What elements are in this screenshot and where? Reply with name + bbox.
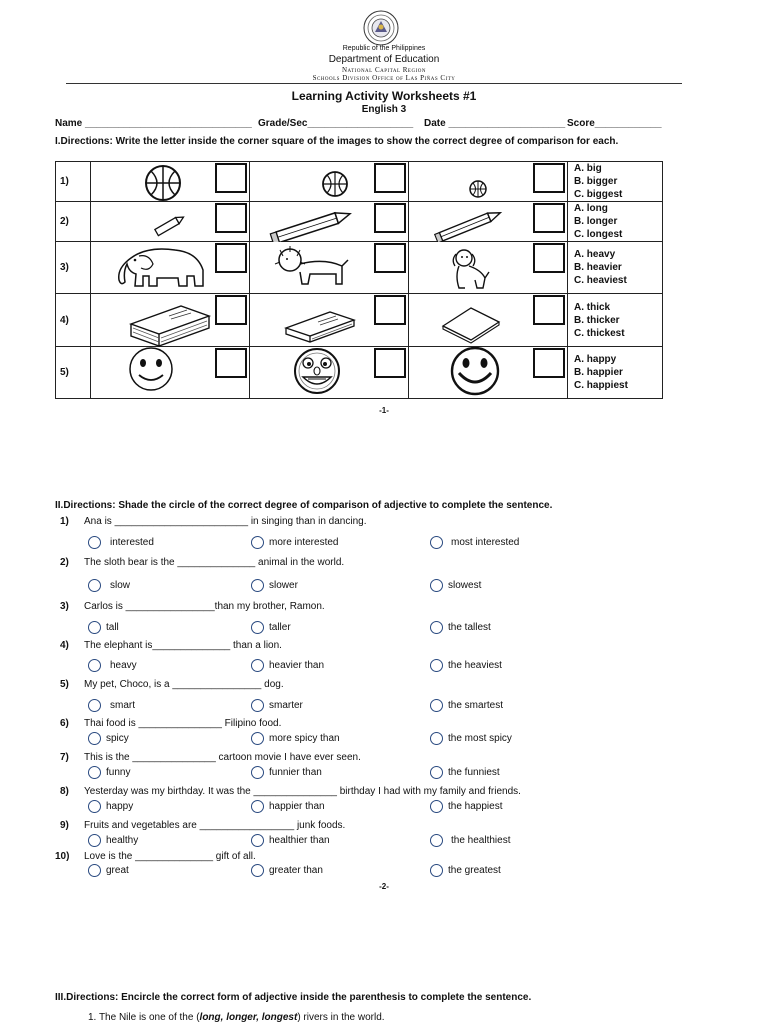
subject-text: English 3 — [361, 104, 407, 115]
option-radio[interactable] — [251, 864, 323, 877]
option-radio[interactable] — [88, 834, 138, 847]
option-b: B. bigger — [574, 176, 618, 187]
row-number: 5) — [56, 347, 91, 399]
option-radio[interactable] — [430, 536, 519, 549]
answer-box[interactable] — [533, 295, 565, 325]
option-radio[interactable] — [88, 699, 135, 712]
question-2 — [60, 557, 69, 568]
question-text: Yesterday was my birthday. It was the _______________ birthday I had with my family and friends. — [84, 786, 521, 797]
name-field[interactable]: Name ______________________________ — [55, 118, 252, 129]
part1-directions: I.Directions: Write the letter inside the corner square of the images to show the correct degree of comparison for each. — [55, 136, 619, 147]
date-field[interactable]: Date _____________________ — [424, 118, 566, 129]
worksheet-title: Learning Activity Worksheets #1 — [291, 89, 477, 103]
option-radio[interactable] — [88, 800, 133, 813]
question-number: 7) — [60, 752, 69, 763]
option-label: the tallest — [448, 622, 491, 634]
option-radio[interactable] — [430, 766, 500, 779]
option-radio[interactable] — [251, 659, 324, 672]
question-number: 5) — [60, 679, 69, 690]
deped-seal-icon — [363, 10, 399, 46]
answer-box[interactable] — [533, 243, 565, 273]
option-label: spicy — [106, 733, 129, 745]
image-cell — [91, 162, 250, 202]
option-a: A. thick — [574, 301, 611, 313]
question-text: This is the _______________ cartoon movie I have ever seen. — [84, 752, 361, 763]
option-label: heavy — [110, 660, 137, 672]
answer-box[interactable] — [215, 163, 247, 193]
option-radio[interactable] — [430, 699, 503, 712]
question-number: 9) — [60, 820, 69, 831]
option-a: A. heavy — [574, 249, 616, 260]
table-row — [56, 202, 663, 242]
answer-box[interactable] — [215, 203, 247, 233]
question-number: 6) — [60, 718, 69, 729]
option-radio[interactable] — [430, 659, 502, 672]
option-radio[interactable] — [88, 659, 137, 672]
question-text: Thai food is _______________ Filipino food. — [84, 718, 282, 729]
option-label: the greatest — [448, 865, 501, 877]
question-10 — [55, 851, 69, 862]
option-label: smarter — [269, 700, 303, 712]
question-5 — [60, 679, 69, 690]
table-row — [56, 347, 663, 399]
radio-circle-icon[interactable] — [430, 732, 443, 745]
radio-circle-icon[interactable] — [88, 699, 101, 712]
option-radio[interactable] — [430, 834, 511, 847]
option-label: heavier than — [269, 660, 325, 672]
options-cell — [568, 242, 663, 294]
item-prefix: 1. The Nile is one of the ( — [88, 1012, 200, 1023]
option-label: taller — [269, 622, 291, 634]
radio-circle-icon[interactable] — [430, 579, 443, 592]
row-number: 3) — [56, 242, 91, 294]
radio-circle-icon[interactable] — [430, 834, 443, 847]
republic-text: Republic of the Philippines — [342, 45, 426, 52]
option-label: slowest — [448, 580, 482, 592]
answer-box[interactable] — [215, 295, 247, 325]
question-text: My pet, Choco, is a ________________ dog. — [84, 679, 284, 690]
table-row — [56, 162, 663, 202]
radio-circle-icon[interactable] — [251, 732, 264, 745]
table-row — [56, 242, 663, 294]
option-label: healthy — [106, 835, 139, 847]
radio-circle-icon[interactable] — [251, 834, 264, 847]
item-suffix: ) rivers in the world. — [297, 1012, 385, 1023]
radio-circle-icon[interactable] — [430, 536, 443, 549]
option-a: A. happy — [574, 354, 617, 365]
radio-circle-icon[interactable] — [430, 659, 443, 672]
page-number: -2- — [379, 882, 389, 891]
option-label: most interested — [451, 537, 520, 549]
option-label: happy — [106, 801, 134, 813]
option-radio[interactable] — [251, 579, 298, 592]
option-c: C. thickest — [574, 327, 625, 339]
question-number: 10) — [55, 851, 70, 862]
option-radio[interactable] — [88, 864, 129, 877]
option-label: more spicy than — [269, 733, 340, 745]
radio-circle-icon[interactable] — [88, 766, 101, 779]
option-label: healthier than — [269, 835, 330, 847]
page-number: -1- — [379, 406, 389, 415]
division-text: Schools Division Office of Las Piñas City — [312, 74, 456, 82]
image-cell — [91, 242, 250, 294]
options-cell — [568, 202, 663, 242]
image-cell — [409, 347, 568, 399]
answer-box[interactable] — [215, 348, 247, 378]
radio-circle-icon[interactable] — [88, 621, 101, 634]
answer-box[interactable] — [374, 203, 406, 233]
option-label: greater than — [269, 865, 323, 877]
option-radio[interactable] — [430, 732, 512, 745]
options-cell — [568, 347, 663, 399]
adjective-choices[interactable]: long, longer, longest — [199, 1012, 298, 1023]
radio-circle-icon[interactable] — [430, 800, 443, 813]
image-cell — [409, 202, 568, 242]
question-number: 1) — [60, 516, 69, 527]
question-7 — [60, 752, 69, 763]
options-cell — [568, 294, 663, 347]
option-radio[interactable] — [430, 800, 503, 813]
option-label: interested — [110, 537, 154, 549]
answer-box[interactable] — [374, 348, 406, 378]
option-b: B. happier — [574, 367, 623, 378]
radio-circle-icon[interactable] — [430, 699, 443, 712]
option-label: happier than — [269, 801, 325, 813]
option-label: the smartest — [448, 700, 504, 712]
comparison-table — [55, 161, 663, 399]
image-cell — [250, 347, 409, 399]
question-text: Ana is ________________________ in singing than in dancing. — [84, 516, 367, 527]
option-b: B. thicker — [574, 314, 620, 326]
option-radio[interactable] — [88, 579, 130, 592]
option-radio[interactable] — [251, 699, 303, 712]
table-row — [56, 294, 663, 347]
score-field[interactable]: Score____________ — [567, 118, 662, 129]
option-c: C. happiest — [574, 380, 628, 391]
option-radio[interactable] — [251, 834, 330, 847]
radio-circle-icon[interactable] — [251, 864, 264, 877]
answer-box[interactable] — [215, 243, 247, 273]
question-text: The elephant is______________ than a lion. — [84, 640, 282, 651]
option-radio[interactable] — [430, 621, 491, 634]
option-radio[interactable] — [88, 732, 129, 745]
option-label: the heaviest — [448, 660, 502, 672]
image-cell — [409, 162, 568, 202]
radio-circle-icon[interactable] — [251, 766, 264, 779]
radio-circle-icon[interactable] — [430, 864, 443, 877]
image-cell — [409, 242, 568, 294]
question-3 — [60, 601, 69, 612]
option-label: slow — [110, 580, 131, 592]
option-radio[interactable] — [88, 621, 119, 634]
option-label: funnier than — [269, 767, 322, 779]
question-8 — [60, 786, 69, 797]
question-number: 8) — [60, 786, 69, 797]
option-label: smart — [110, 700, 135, 712]
answer-box[interactable] — [533, 203, 565, 233]
question-text: Carlos is ________________than my brother, Ramon. — [84, 601, 325, 612]
option-label: the happiest — [448, 801, 503, 813]
option-label: tall — [106, 622, 119, 634]
question-number: 2) — [60, 557, 69, 568]
row-number: 2) — [56, 202, 91, 242]
question-9 — [60, 820, 69, 831]
option-radio[interactable] — [430, 579, 481, 592]
radio-circle-icon[interactable] — [88, 732, 101, 745]
image-cell — [91, 202, 250, 242]
option-label: the healthiest — [451, 835, 511, 847]
option-a: A. long — [574, 203, 608, 214]
radio-circle-icon[interactable] — [251, 579, 264, 592]
option-label: great — [106, 865, 129, 877]
image-cell — [91, 294, 250, 347]
option-radio[interactable] — [88, 536, 154, 549]
header-divider — [66, 83, 682, 84]
radio-circle-icon[interactable] — [430, 621, 443, 634]
radio-circle-icon[interactable] — [430, 766, 443, 779]
option-b: B. heavier — [574, 262, 622, 273]
radio-circle-icon[interactable] — [251, 621, 264, 634]
row-number: 4) — [56, 294, 91, 347]
question-text: Fruits and vegetables are _________________ junk foods. — [84, 820, 346, 831]
option-label: more interested — [269, 537, 339, 549]
radio-circle-icon[interactable] — [88, 659, 101, 672]
radio-circle-icon[interactable] — [251, 800, 264, 813]
question-number: 3) — [60, 601, 69, 612]
option-c: C. longest — [574, 229, 623, 240]
option-radio[interactable] — [251, 536, 338, 549]
answer-box[interactable] — [374, 243, 406, 273]
option-label: funny — [106, 767, 131, 779]
part3-directions: III.Directions: Encircle the correct form of adjective inside the parenthesis to complete the sentence. — [55, 992, 532, 1003]
radio-circle-icon[interactable] — [88, 579, 101, 592]
option-b: B. longer — [574, 216, 618, 227]
radio-circle-icon[interactable] — [88, 536, 101, 549]
radio-circle-icon[interactable] — [251, 659, 264, 672]
row-number: 1) — [56, 162, 91, 202]
answer-box[interactable] — [533, 163, 565, 193]
option-a: A. big — [574, 163, 602, 174]
image-cell — [250, 202, 409, 242]
question-1 — [60, 516, 69, 527]
radio-circle-icon[interactable] — [88, 864, 101, 877]
image-cell — [250, 294, 409, 347]
question-text: The sloth bear is the ______________ animal in the world. — [84, 557, 345, 568]
option-label: slower — [269, 580, 298, 592]
option-radio[interactable] — [430, 864, 501, 877]
option-radio[interactable] — [251, 732, 340, 745]
option-c: C. heaviest — [574, 275, 627, 286]
option-radio[interactable] — [251, 766, 322, 779]
radio-circle-icon[interactable] — [88, 834, 101, 847]
question-number: 4) — [60, 640, 69, 651]
option-c: C. biggest — [574, 189, 623, 200]
image-cell — [91, 347, 250, 399]
answer-box[interactable] — [374, 295, 406, 325]
answer-box[interactable] — [374, 163, 406, 193]
option-radio[interactable] — [251, 621, 291, 634]
answer-box[interactable] — [533, 348, 565, 378]
part2-directions: II.Directions: Shade the circle of the correct degree of comparison of adjective to complete the sentence. — [55, 500, 553, 511]
grade-section-field[interactable]: Grade/Sec___________________ — [258, 118, 414, 129]
question-6 — [60, 718, 69, 729]
option-radio[interactable] — [88, 766, 130, 779]
radio-circle-icon[interactable] — [251, 699, 264, 712]
options-cell — [568, 162, 663, 202]
question-text: Love is the ______________ gift of all. — [84, 851, 256, 862]
part3-item-1 — [88, 1012, 385, 1023]
option-label: the funniest — [448, 767, 500, 779]
radio-circle-icon[interactable] — [251, 536, 264, 549]
question-4 — [60, 640, 69, 651]
radio-circle-icon[interactable] — [88, 800, 101, 813]
option-radio[interactable] — [251, 800, 325, 813]
department-text: Department of Education — [328, 54, 440, 65]
image-cell — [250, 242, 409, 294]
region-text: National Capital Region — [342, 66, 426, 74]
option-label: the most spicy — [448, 733, 512, 745]
image-cell — [409, 294, 568, 347]
image-cell — [250, 162, 409, 202]
